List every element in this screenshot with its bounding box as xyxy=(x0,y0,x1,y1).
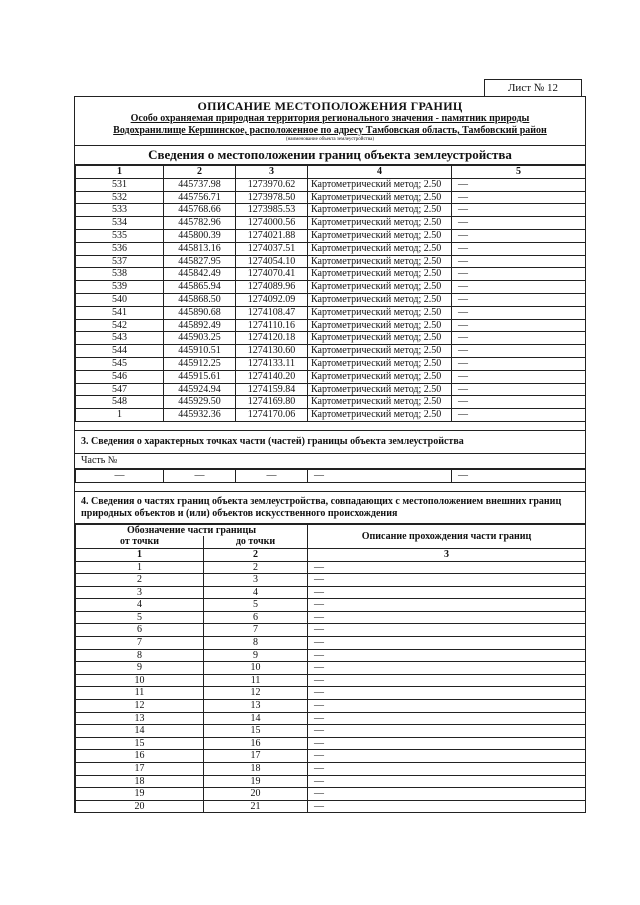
description: — xyxy=(452,383,586,396)
method-accuracy: Картометрический метод; 2.50 xyxy=(308,306,452,319)
point-number: 536 xyxy=(76,242,164,255)
table-row xyxy=(76,345,586,358)
point-number: 534 xyxy=(76,217,164,230)
from-point: 1 xyxy=(76,561,204,574)
point-number: 531 xyxy=(76,178,164,191)
from-point: 6 xyxy=(76,624,204,637)
from-point: 13 xyxy=(76,712,204,725)
to-point: 4 xyxy=(204,586,308,599)
point-number: 547 xyxy=(76,383,164,396)
passage-description: — xyxy=(308,763,586,776)
passage-description: — xyxy=(308,586,586,599)
passage-description: — xyxy=(308,725,586,738)
method-accuracy: Картометрический метод; 2.50 xyxy=(308,229,452,242)
from-point: 15 xyxy=(76,737,204,750)
column-header: 1 xyxy=(76,166,164,179)
coordinate-y: 1274092.09 xyxy=(236,293,308,306)
method-accuracy: Картометрический метод; 2.50 xyxy=(308,204,452,217)
boundary-description-form xyxy=(74,96,586,813)
coordinate-x: 445827.95 xyxy=(164,255,236,268)
column-number: 3 xyxy=(308,548,586,561)
description: — xyxy=(452,268,586,281)
empty-cell: — xyxy=(452,469,586,482)
coordinate-y: 1274089.96 xyxy=(236,281,308,294)
description: — xyxy=(452,229,586,242)
point-number: 545 xyxy=(76,357,164,370)
to-point: 3 xyxy=(204,574,308,587)
description: — xyxy=(452,204,586,217)
column-number-row xyxy=(76,548,586,561)
passage-description: — xyxy=(308,561,586,574)
passage-description: — xyxy=(308,737,586,750)
coordinate-x: 445903.25 xyxy=(164,332,236,345)
method-accuracy: Картометрический метод; 2.50 xyxy=(308,370,452,383)
table-row xyxy=(76,788,586,801)
to-point: 16 xyxy=(204,737,308,750)
coordinate-y: 1274133.11 xyxy=(236,357,308,370)
coordinate-x: 445892.49 xyxy=(164,319,236,332)
coordinate-x: 445737.98 xyxy=(164,178,236,191)
coordinate-x: 445924.94 xyxy=(164,383,236,396)
section-title: Сведения о местоположении границ объекта землеустройства xyxy=(75,146,585,165)
coordinate-y: 1274140.20 xyxy=(236,370,308,383)
description: — xyxy=(452,409,586,422)
table-header-row xyxy=(76,524,586,536)
description: — xyxy=(452,281,586,294)
from-point: 11 xyxy=(76,687,204,700)
description: — xyxy=(452,396,586,409)
column-header: 2 xyxy=(164,166,236,179)
method-accuracy: Картометрический метод; 2.50 xyxy=(308,191,452,204)
description: — xyxy=(452,178,586,191)
document-header xyxy=(75,97,585,146)
coordinate-y: 1274021.88 xyxy=(236,229,308,242)
empty-cell: — xyxy=(164,469,236,482)
coordinate-y: 1274170.06 xyxy=(236,409,308,422)
to-point: 6 xyxy=(204,611,308,624)
from-point: 12 xyxy=(76,700,204,713)
method-accuracy: Картометрический метод; 2.50 xyxy=(308,255,452,268)
coordinate-x: 445800.39 xyxy=(164,229,236,242)
to-point: 5 xyxy=(204,599,308,612)
from-point: 5 xyxy=(76,611,204,624)
passage-description: — xyxy=(308,637,586,650)
table-row xyxy=(76,242,586,255)
to-point: 20 xyxy=(204,788,308,801)
point-number: 532 xyxy=(76,191,164,204)
to-point: 15 xyxy=(204,725,308,738)
table-row xyxy=(76,383,586,396)
empty-cell: — xyxy=(236,469,308,482)
table-row xyxy=(76,306,586,319)
table-row xyxy=(76,357,586,370)
part-points-table xyxy=(75,469,586,483)
to-point: 9 xyxy=(204,649,308,662)
from-point: 2 xyxy=(76,574,204,587)
coordinate-y: 1274130.60 xyxy=(236,345,308,358)
coordinate-x: 445915.61 xyxy=(164,370,236,383)
table-row xyxy=(76,700,586,713)
description: — xyxy=(452,191,586,204)
table-row xyxy=(76,599,586,612)
coordinate-y: 1274108.47 xyxy=(236,306,308,319)
table-row xyxy=(76,725,586,738)
column-header: 3 xyxy=(236,166,308,179)
passage-description: — xyxy=(308,800,586,813)
to-point: 21 xyxy=(204,800,308,813)
empty-cell: — xyxy=(76,469,164,482)
to-point: 7 xyxy=(204,624,308,637)
coordinate-y: 1274159.84 xyxy=(236,383,308,396)
page-title: ОПИСАНИЕ МЕСТОПОЛОЖЕНИЯ ГРАНИЦ xyxy=(197,99,463,113)
passage-description: — xyxy=(308,674,586,687)
boundary-parts-table xyxy=(75,524,586,814)
point-number: 1 xyxy=(76,409,164,422)
to-point: 18 xyxy=(204,763,308,776)
coordinate-x: 445756.71 xyxy=(164,191,236,204)
from-point: 16 xyxy=(76,750,204,763)
method-accuracy: Картометрический метод; 2.50 xyxy=(308,319,452,332)
column-number: 2 xyxy=(204,548,308,561)
table-row xyxy=(76,469,586,482)
to-point: 10 xyxy=(204,662,308,675)
table-row xyxy=(76,624,586,637)
method-accuracy: Картометрический метод; 2.50 xyxy=(308,383,452,396)
coordinate-x: 445932.36 xyxy=(164,409,236,422)
table-row xyxy=(76,255,586,268)
description: — xyxy=(452,217,586,230)
table-row xyxy=(76,800,586,813)
passage-description: — xyxy=(308,624,586,637)
sheet-number: Лист № 12 xyxy=(484,79,582,97)
coordinate-x: 445768.66 xyxy=(164,204,236,217)
coordinate-y: 1273970.62 xyxy=(236,178,308,191)
description: — xyxy=(452,319,586,332)
description: — xyxy=(452,345,586,358)
table-row xyxy=(76,178,586,191)
passage-description: — xyxy=(308,649,586,662)
from-point: 20 xyxy=(76,800,204,813)
to-point-header: до точки xyxy=(204,536,308,548)
coordinate-y: 1273985.53 xyxy=(236,204,308,217)
from-point: 9 xyxy=(76,662,204,675)
method-accuracy: Картометрический метод; 2.50 xyxy=(308,345,452,358)
empty-cell: — xyxy=(308,469,452,482)
passage-description: — xyxy=(308,662,586,675)
method-accuracy: Картометрический метод; 2.50 xyxy=(308,396,452,409)
coordinate-y: 1274120.18 xyxy=(236,332,308,345)
table-row xyxy=(76,775,586,788)
to-point: 13 xyxy=(204,700,308,713)
coordinate-x: 445929.50 xyxy=(164,396,236,409)
table-row xyxy=(76,649,586,662)
table-row xyxy=(76,750,586,763)
table-row xyxy=(76,268,586,281)
point-number: 538 xyxy=(76,268,164,281)
point-number: 543 xyxy=(76,332,164,345)
coordinates-table xyxy=(75,165,586,422)
passage-description: — xyxy=(308,700,586,713)
coordinate-x: 445865.94 xyxy=(164,281,236,294)
table-row xyxy=(76,191,586,204)
to-point: 12 xyxy=(204,687,308,700)
table-header-row xyxy=(76,166,586,179)
object-name-line1: Особо охраняемая природная территория регионального значения - памятник природы xyxy=(130,113,530,124)
passage-description: — xyxy=(308,611,586,624)
to-point: 8 xyxy=(204,637,308,650)
table-row xyxy=(76,637,586,650)
point-number: 544 xyxy=(76,345,164,358)
coordinate-y: 1274169.80 xyxy=(236,396,308,409)
from-point: 8 xyxy=(76,649,204,662)
table-row xyxy=(76,611,586,624)
method-accuracy: Картометрический метод; 2.50 xyxy=(308,281,452,294)
table-row xyxy=(76,217,586,230)
to-point: 14 xyxy=(204,712,308,725)
table-row xyxy=(76,332,586,345)
from-point: 10 xyxy=(76,674,204,687)
table-row xyxy=(76,574,586,587)
coordinate-y: 1274110.16 xyxy=(236,319,308,332)
point-number: 535 xyxy=(76,229,164,242)
point-number: 533 xyxy=(76,204,164,217)
description: — xyxy=(452,332,586,345)
point-number: 540 xyxy=(76,293,164,306)
passage-description: — xyxy=(308,775,586,788)
table-row xyxy=(76,281,586,294)
table-row xyxy=(76,319,586,332)
table-row xyxy=(76,687,586,700)
method-accuracy: Картометрический метод; 2.50 xyxy=(308,293,452,306)
coordinate-y: 1274037.51 xyxy=(236,242,308,255)
passage-description: — xyxy=(308,599,586,612)
coordinate-y: 1273978.50 xyxy=(236,191,308,204)
coordinate-x: 445910.51 xyxy=(164,345,236,358)
method-accuracy: Картометрический метод; 2.50 xyxy=(308,357,452,370)
from-point: 18 xyxy=(76,775,204,788)
passage-description: — xyxy=(308,574,586,587)
method-accuracy: Картометрический метод; 2.50 xyxy=(308,217,452,230)
table-row xyxy=(76,737,586,750)
table-row xyxy=(76,763,586,776)
passage-description: — xyxy=(308,788,586,801)
object-name-line2: Водохранилище Кершинское, расположенное по адресу Тамбовская область, Тамбовский район xyxy=(113,125,547,136)
passage-description: — xyxy=(308,687,586,700)
point-number: 539 xyxy=(76,281,164,294)
section3-title: 3. Сведения о характерных точках части (частей) границы объекта землеустройства xyxy=(75,430,585,454)
table-row xyxy=(76,204,586,217)
point-number: 542 xyxy=(76,319,164,332)
to-point: 11 xyxy=(204,674,308,687)
table-row xyxy=(76,674,586,687)
description: — xyxy=(452,242,586,255)
to-point: 17 xyxy=(204,750,308,763)
from-point: 3 xyxy=(76,586,204,599)
coordinate-y: 1274070.41 xyxy=(236,268,308,281)
coordinate-x: 445813.16 xyxy=(164,242,236,255)
table-row xyxy=(76,396,586,409)
description: — xyxy=(452,370,586,383)
description: — xyxy=(452,357,586,370)
column-header: 4 xyxy=(308,166,452,179)
to-point: 19 xyxy=(204,775,308,788)
from-point: 17 xyxy=(76,763,204,776)
table-row xyxy=(76,409,586,422)
table-row xyxy=(76,586,586,599)
passage-description: — xyxy=(308,750,586,763)
column-number: 1 xyxy=(76,548,204,561)
description-header: Описание прохождения части границ xyxy=(308,524,586,548)
method-accuracy: Картометрический метод; 2.50 xyxy=(308,242,452,255)
passage-description: — xyxy=(308,712,586,725)
coordinate-x: 445868.50 xyxy=(164,293,236,306)
from-point: 4 xyxy=(76,599,204,612)
table-row xyxy=(76,662,586,675)
object-name-caption: (наименование объекта землеустройства) xyxy=(285,137,375,142)
coordinate-x: 445890.68 xyxy=(164,306,236,319)
coordinate-x: 445842.49 xyxy=(164,268,236,281)
coordinate-x: 445782.96 xyxy=(164,217,236,230)
method-accuracy: Картометрический метод; 2.50 xyxy=(308,178,452,191)
column-header: 5 xyxy=(452,166,586,179)
designation-header: Обозначение части границы xyxy=(76,524,308,536)
method-accuracy: Картометрический метод; 2.50 xyxy=(308,332,452,345)
description: — xyxy=(452,306,586,319)
method-accuracy: Картометрический метод; 2.50 xyxy=(308,268,452,281)
method-accuracy: Картометрический метод; 2.50 xyxy=(308,409,452,422)
description: — xyxy=(452,293,586,306)
table-row xyxy=(76,712,586,725)
point-number: 548 xyxy=(76,396,164,409)
part-number-label: Часть № xyxy=(75,454,585,469)
from-point: 14 xyxy=(76,725,204,738)
table-row xyxy=(76,229,586,242)
table-row xyxy=(76,293,586,306)
from-point-header: от точки xyxy=(76,536,204,548)
table-row xyxy=(76,561,586,574)
table-row xyxy=(76,370,586,383)
point-number: 537 xyxy=(76,255,164,268)
point-number: 541 xyxy=(76,306,164,319)
description: — xyxy=(452,255,586,268)
coordinate-x: 445912.25 xyxy=(164,357,236,370)
coordinate-y: 1274054.10 xyxy=(236,255,308,268)
from-point: 7 xyxy=(76,637,204,650)
section4-title: 4. Сведения о частях границ объекта землеустройства, совпадающих с местоположением внешних границ природных объектов и (или) объектов искусственного происхождения xyxy=(75,491,585,524)
from-point: 19 xyxy=(76,788,204,801)
coordinate-y: 1274000.56 xyxy=(236,217,308,230)
to-point: 2 xyxy=(204,561,308,574)
point-number: 546 xyxy=(76,370,164,383)
